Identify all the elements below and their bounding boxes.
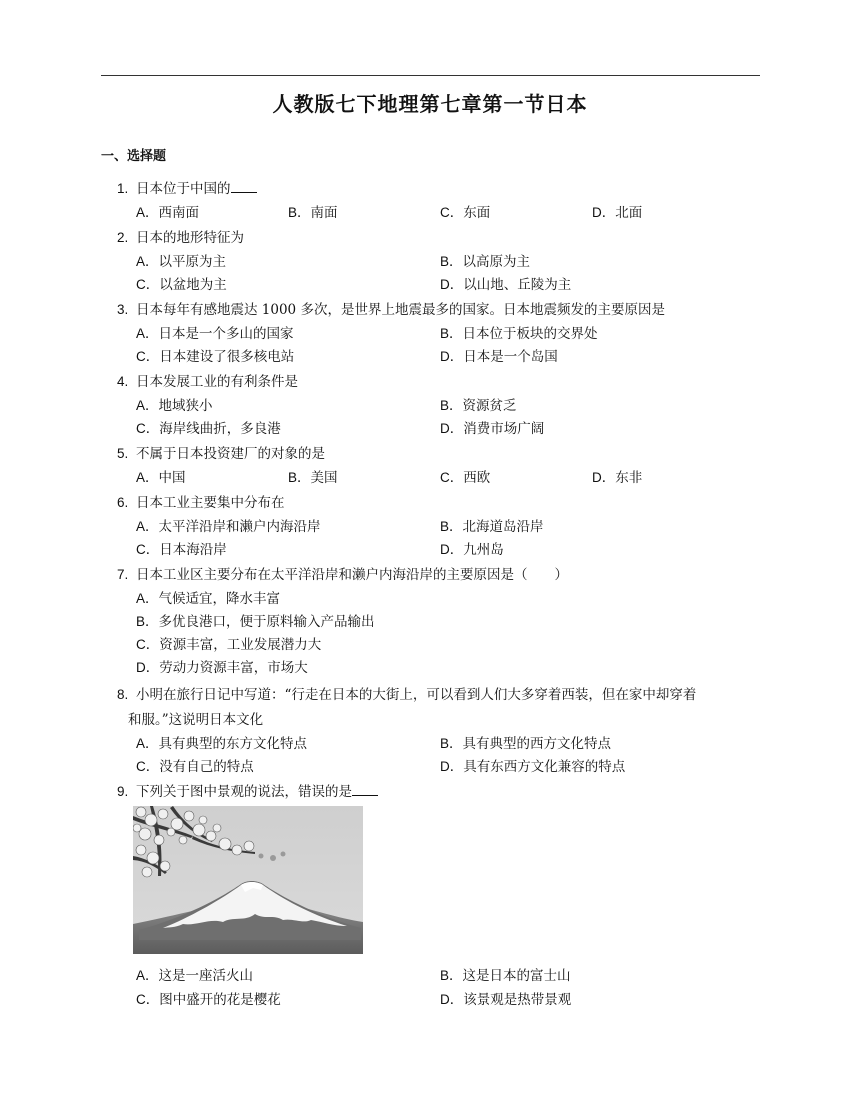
option-a: A．太平洋沿岸和濑户内海沿岸: [136, 519, 321, 535]
question-number: 1.: [117, 181, 129, 196]
option-c: C．东面: [440, 205, 491, 221]
option-b: B．南面: [288, 205, 338, 221]
option-c: C．日本建设了很多核电站: [136, 349, 295, 365]
answer-blank: [352, 783, 378, 796]
question-text: 下列关于图中景观的说法，错误的是: [136, 784, 352, 800]
question-1: [117, 177, 257, 197]
question-number: 6.: [117, 495, 129, 510]
option-c: C．日本海沿岸: [136, 542, 227, 558]
option-a: A．日本是一个多山的国家: [136, 326, 294, 342]
question-text: 日本位于中国的: [136, 181, 231, 197]
question-text: 日本工业主要集中分布在: [136, 495, 285, 511]
question-8: [117, 683, 696, 703]
question-number: 4.: [117, 374, 129, 389]
option-b: B．多优良港口，便于原料输入产品输出: [136, 614, 375, 630]
question-text: 日本每年有感地震达 1000 多次，是世界上地震最多的国家。日本地震频发的主要原因是: [136, 302, 665, 318]
option-d: D．消费市场广阔: [440, 421, 545, 437]
question-text: 日本的地形特征为: [136, 230, 244, 246]
question-6: [117, 491, 285, 511]
question-text: 日本工业区主要分布在太平洋沿岸和濑户内海沿岸的主要原因是（ ）: [136, 567, 568, 583]
question-5: [117, 442, 325, 462]
option-c: C．海岸线曲折，多良港: [136, 421, 281, 437]
question-text: 不属于日本投资建厂的对象的是: [136, 446, 325, 462]
option-b: B．资源贫乏: [440, 398, 517, 414]
option-c: C．以盆地为主: [136, 277, 227, 293]
question-number: 5.: [117, 446, 129, 461]
answer-blank: [231, 180, 257, 193]
option-b: B．具有典型的西方文化特点: [440, 736, 612, 752]
question-number: 3.: [117, 302, 129, 317]
header-rule: [101, 75, 760, 76]
section-heading: 一、选择题: [101, 149, 167, 164]
option-b: B．美国: [288, 470, 338, 486]
option-b: B．以高原为主: [440, 254, 531, 270]
option-a: A．以平原为主: [136, 254, 227, 270]
option-a: A．中国: [136, 470, 186, 486]
question-7: [117, 563, 568, 583]
option-d: D．日本是一个岛国: [440, 349, 558, 365]
question-3: [117, 298, 665, 318]
option-d: D．劳动力资源丰富，市场大: [136, 660, 308, 676]
option-a: A．具有典型的东方文化特点: [136, 736, 308, 752]
option-d: D．北面: [592, 205, 643, 221]
question-number: 8.: [117, 687, 129, 702]
question-4: [117, 370, 298, 390]
option-b: B．这是日本的富士山: [440, 968, 571, 984]
option-b: B．北海道岛沿岸: [440, 519, 544, 535]
option-a: A．这是一座活火山: [136, 968, 254, 984]
question-number: 9.: [117, 784, 129, 799]
option-b: B．日本位于板块的交界处: [440, 326, 598, 342]
option-a: A．气候适宜，降水丰富: [136, 591, 281, 607]
option-c: C．图中盛开的花是樱花: [136, 992, 281, 1008]
question-text: 小明在旅行日记中写道：“行走在日本的大街上，可以看到人们大多穿着西装，但在家中却穿着: [136, 687, 697, 703]
option-c: C．西欧: [440, 470, 491, 486]
option-d: D．以山地、丘陵为主: [440, 277, 572, 293]
option-a: A．西南面: [136, 205, 200, 221]
question-number: 2.: [117, 230, 129, 245]
question-number: 7.: [117, 567, 129, 582]
question-2: [117, 226, 244, 246]
option-a: A．地域狭小: [136, 398, 213, 414]
option-d: D．具有东西方文化兼容的特点: [440, 759, 626, 775]
question-text-continued: 和服。”这说明日本文化: [128, 712, 264, 728]
option-d: D．九州岛: [440, 542, 504, 558]
question-9: [117, 780, 378, 800]
option-c: C．没有自己的特点: [136, 759, 254, 775]
option-c: C．资源丰富，工业发展潜力大: [136, 637, 322, 653]
option-d: D．东非: [592, 470, 643, 486]
question-text: 日本发展工业的有利条件是: [136, 374, 298, 390]
mount-fuji-photo: [133, 806, 363, 954]
option-d: D．该景观是热带景观: [440, 992, 572, 1008]
page-title: 人教版七下地理第七章第一节日本: [272, 92, 588, 116]
